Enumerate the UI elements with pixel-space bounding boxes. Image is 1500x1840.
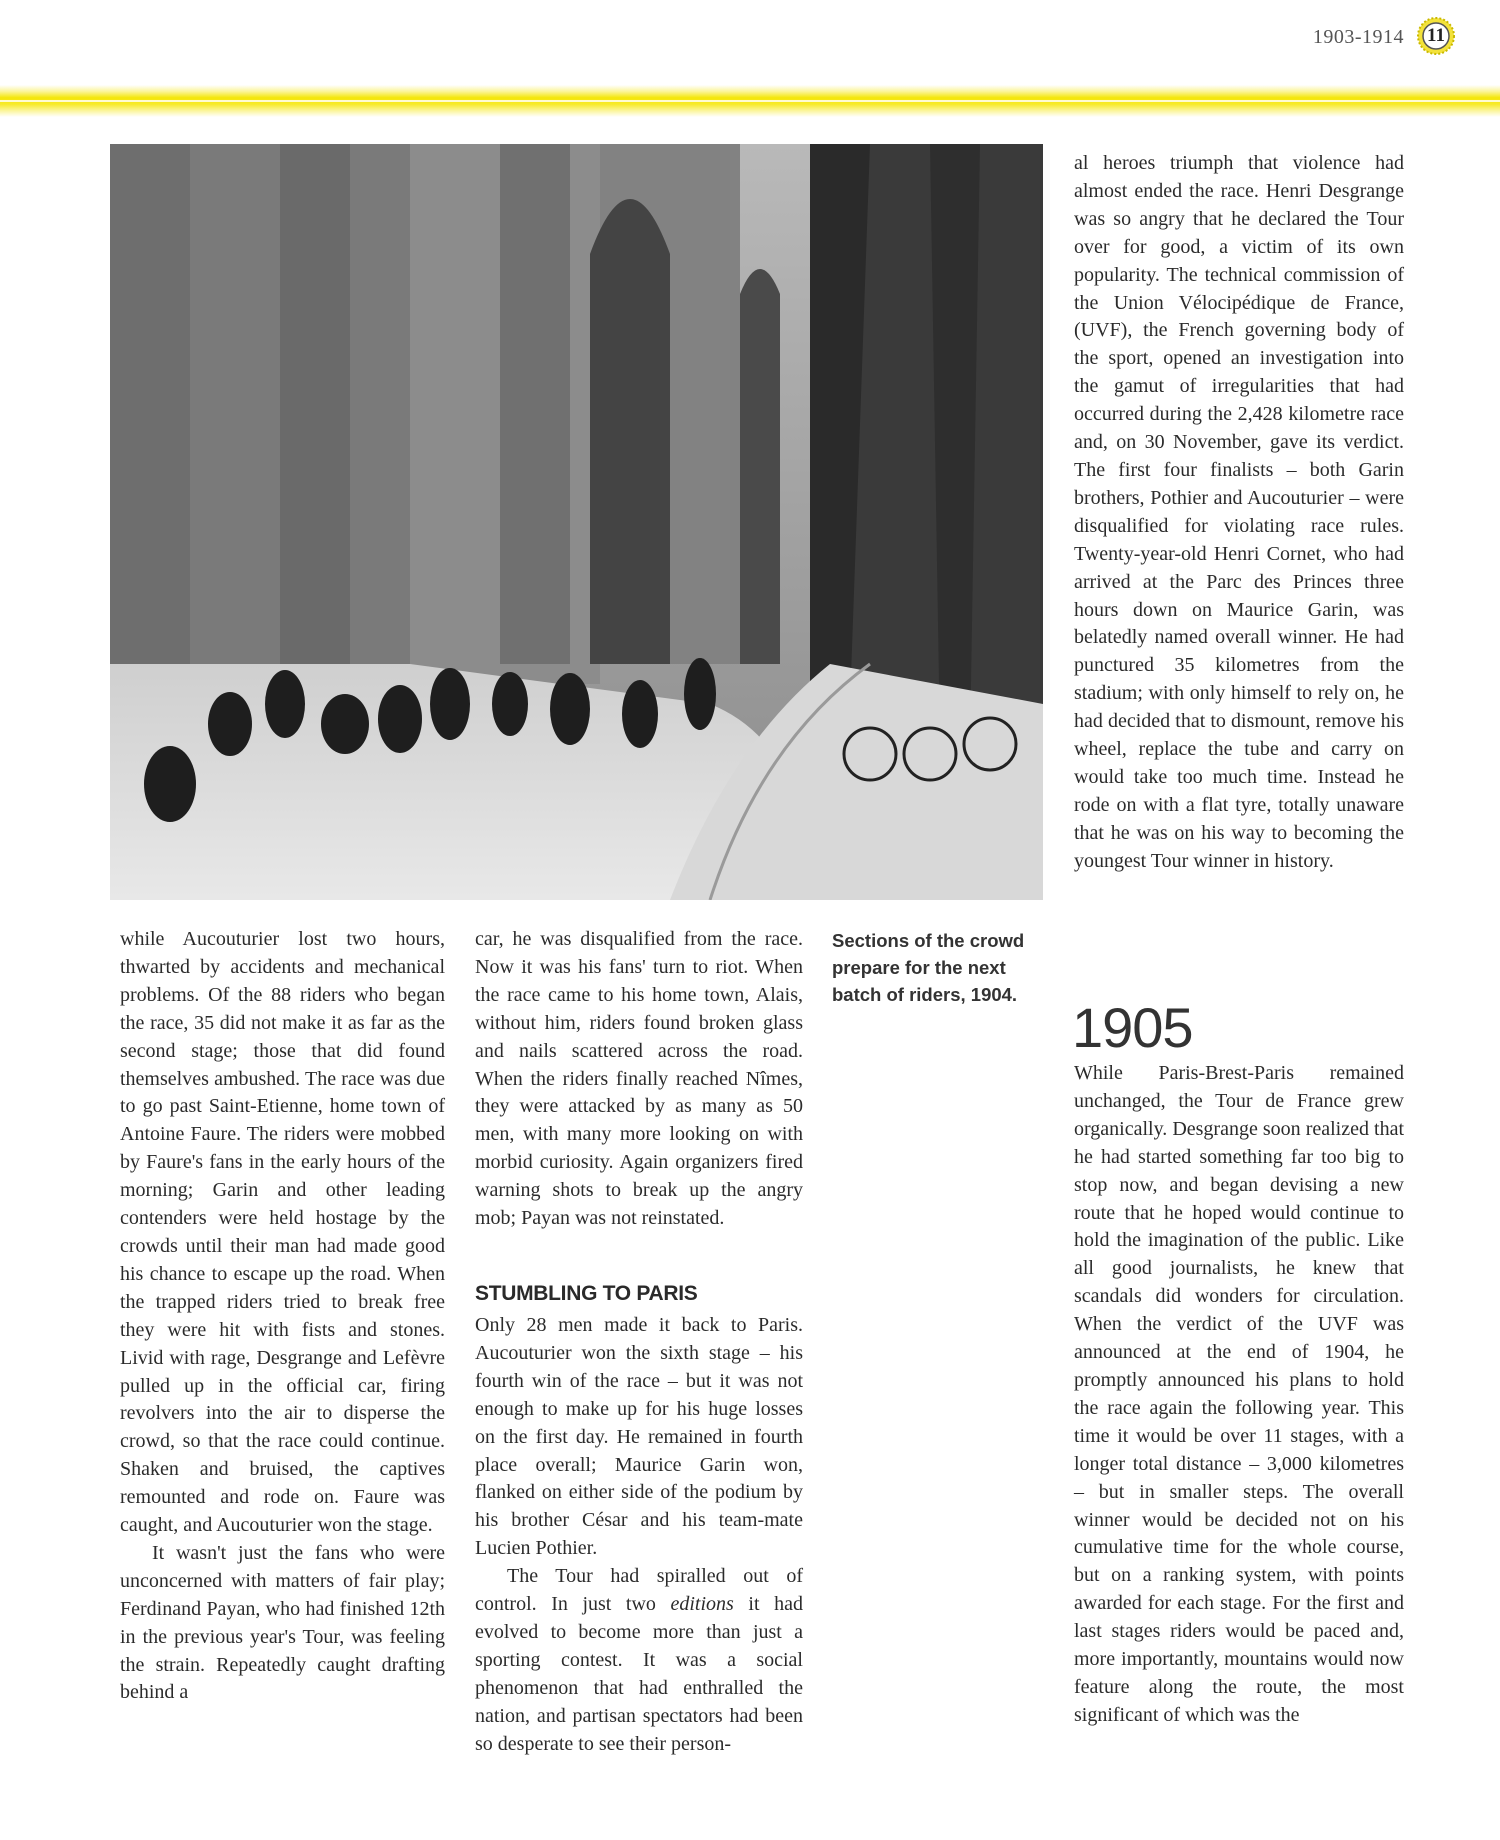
paragraph: While Paris-Brest-Paris remained unchanged, the Tour de France grew organically. Desgrange soon realized that he had started something far too big to stop now, and began devising a new route that he hoped would continue to hold the imagination of the public. Like all good journalists, he knew that scandals did wonders for circulation. When the verdict of the UVF was announced at the end of 1904, he promptly announced his plans to hold the race again the following year. This time it would be over 11 stages, with a longer total distance – 3,000 kilometres – but in smaller steps. The overall winner would be decided not on his cumulative time for the whole course, but on a ranking system, with points awarded for each stage. For the first and last stages riders would be paced and, more importantly, mountains would now feature along the route, the most significant of which was the xyxy=(1074,1062,1404,1726)
text-column-4-continued xyxy=(1074,1060,1404,1730)
text-column-4 xyxy=(1074,150,1404,876)
text-column-2 xyxy=(475,926,803,1233)
emphasis: editions xyxy=(670,1593,734,1616)
paragraph: while Aucouturier lost two hours, thwarted by accidents and mechanical problems. Of the 88 riders who began the race, 35 did not make it as far as the second stage; those that did found themselves ambushed. The race was due to go past Saint-Etienne, home town of Antoine Faure. The riders were mobbed by Faure's fans in the early hours of the morning; Garin and other leading contenders were held hostage by the crowds until their man had made good his chance to escape up the road. When the trapped riders tried to break free they were hit with fists and stones. Livid with rage, Desgrange and Lefèvre pulled up in the official car, firing revolvers into the air to disperse the crowd, so that the race could continue. Shaken and bruised, the captives remounted and rode on. Faure was caught, and Aucouturier won the stage. xyxy=(120,928,445,1537)
paragraph: Only 28 men made it back to Paris. Aucouturier won the sixth stage – his fourth win of the race – but it was not enough to make up for his huge losses on the first day. He remained in fourth place overall; Maurice Garin won, flanked on either side of the podium by his brother César and his team-mate Lucien Pothier. xyxy=(475,1314,803,1560)
photo-caption: Sections of the crowd prepare for the next batch of riders, 1904. xyxy=(832,930,1025,1005)
text-column-2-continued xyxy=(475,1312,803,1759)
paragraph: It wasn't just the fans who were unconcerned with matters of fair play; Ferdinand Payan, who had finished 12th in the previous year's Tour, was feeling the strain. Repeatedly caught drafting behind a xyxy=(120,1541,445,1704)
text-run: The Tour had spiralled out of control. In just two xyxy=(475,1565,803,1616)
paragraph: al heroes triumph that violence had almost ended the race. Henri Desgrange was so angry that he declared the Tour over for good, a victim of its own popularity. The technical commission of the Union Vélocipédique de France, (UVF), the French governing body of the sport, opened an investigation into the gamut of irregularities that had occurred during the 2,428 kilometre race and, on 30 November, gave its verdict. The first four finalists – both Garin brothers, Pothier and Aucouturier – were disqualified for violating race rules. Twenty-year-old Henri Cornet, who had arrived at the Parc des Princes three hours down on Maurice Garin, was belatedly named overall winner. He had punctured 35 kilometres from the stadium; with only himself to rely on, he had decided that to dismount, remove his wheel, replace the tube and carry on would take too much time. Instead he rode on with a flat tyre, totally unaware that he was on his way to becoming the youngest Tour winner in history. xyxy=(1074,152,1404,872)
text-column-1 xyxy=(120,926,445,1707)
section-years: 1903-1914 xyxy=(1312,26,1404,48)
header-stripe xyxy=(0,85,1500,117)
section-subheading: STUMBLING TO PARIS xyxy=(475,1282,698,1305)
paragraph: car, he was disqualified from the race. Now it was his fans' turn to riot. When the race came to his home town, Alais, without him, riders found broken glass and nails scattered across the road. When the riders finally reached Nîmes, they were attacked by as many as 50 men, with many more looking on with morbid curiosity. Again organizers fired warning shots to break up the angry mob; Payan was not reinstated. xyxy=(475,928,803,1230)
year-heading: 1905 xyxy=(1072,996,1193,1059)
text-run: it had evolved to become more than just a sporting contest. It was a social phenomenon that had enthralled the nation, and partisan spectators had been so desperate to see their person- xyxy=(475,1593,803,1755)
page-number: 11 xyxy=(1427,25,1445,46)
crowd-photo xyxy=(110,144,1043,900)
paragraph xyxy=(475,1563,803,1758)
